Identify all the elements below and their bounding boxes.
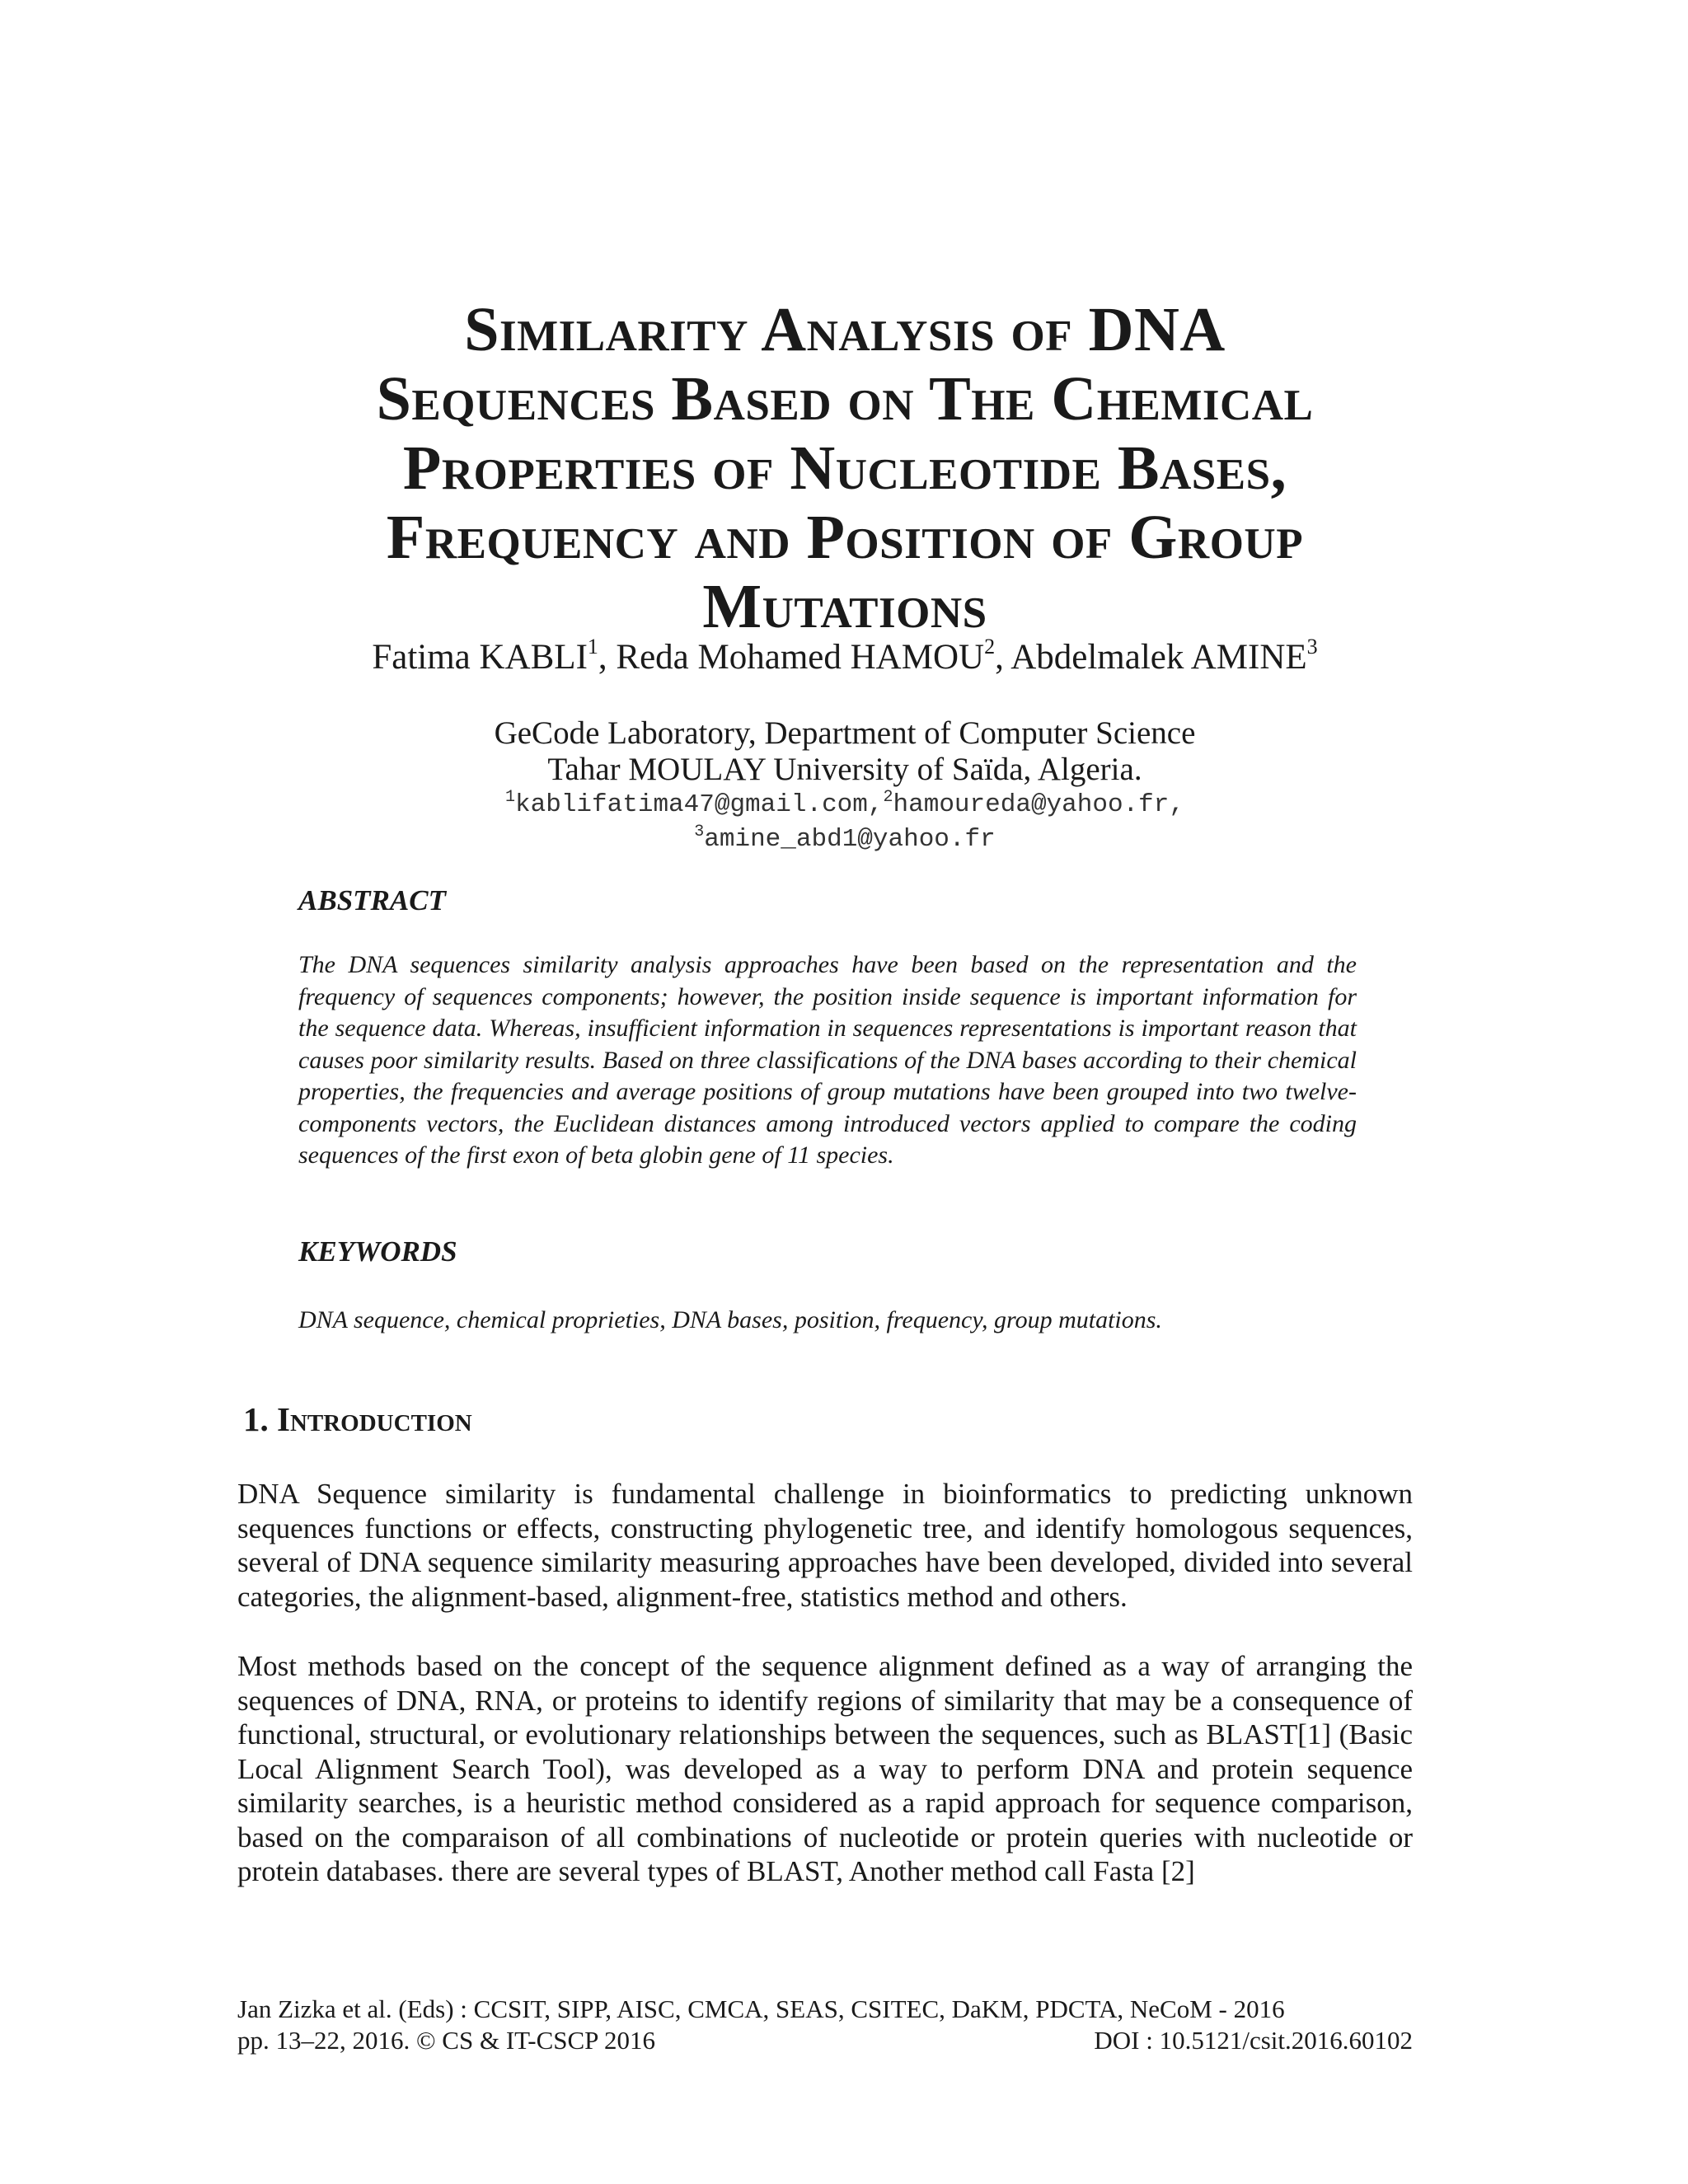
author-emails — [214, 788, 1475, 857]
author-name: Fatima KABLI — [372, 638, 588, 677]
author-affiliation-mark: 1 — [587, 635, 598, 658]
title-line: Mutations — [702, 572, 987, 641]
email-link[interactable]: hamoureda@yahoo.fr, — [893, 790, 1184, 819]
footer-pages-copyright: pp. 13–22, 2016. © CS & IT-CSCP 2016 — [237, 2026, 656, 2055]
email-line — [214, 823, 1475, 857]
keywords-text: DNA sequence, chemical proprieties, DNA bases, position, frequency, group mutations. — [298, 1306, 1162, 1333]
author-list — [214, 633, 1475, 682]
abstract-text: The DNA sequences similarity analysis approaches have been based on the representation and the frequency of sequences components; however, the position inside sequence is important information for the sequence data. Whereas, insufficient information in sequences representations is important reason that causes poor similarity results. Based on three classifications of the DNA bases according to their chemical properties, the frequencies and average positions of group mutations have been grouped into two twelve-components vectors, the Euclidean distances among introduced vectors applied to compare the coding sequences of the first exon of beta globin gene of 11 species. — [298, 951, 1357, 1169]
email-link[interactable]: amine_abd1@yahoo.fr — [704, 825, 996, 854]
paper-title — [214, 295, 1475, 641]
title-line: Sequences Based on The Chemical — [376, 364, 1314, 434]
author-separator: , — [995, 638, 1011, 677]
section-title: Introduction — [277, 1400, 472, 1438]
footer-proceedings: Jan Zizka et al. (Eds) : CCSIT, SIPP, AISC, CMCA, SEAS, CSITEC, DaKM, PDCTA, NeCoM - 2016 — [237, 1994, 1285, 2023]
author-name: Abdelmalek AMINE — [1010, 638, 1307, 677]
email-line — [214, 788, 1475, 823]
affiliation — [214, 715, 1475, 788]
author-affiliation-mark: 3 — [1306, 635, 1318, 658]
body-paragraph: Most methods based on the concept of the sequence alignment defined as a way of arranging the sequences of DNA, RNA, or proteins to identify regions of similarity that may be a consequence of functional, structural, or evolutionary relationships between the sequences, such as BLAST[1] (Basic Local Alignment Search Tool), was developed as a way to perform DNA and protein sequence similarity searches, is a heuristic method considered as a rapid approach for sequence comparison, based on the comparaison of all combinations of nucleotide or protein queries with nucleotide or protein databases. there are several types of BLAST, Another method call Fasta [2] — [237, 1650, 1413, 1887]
title-line: Frequency and Position of Group — [386, 503, 1304, 572]
affiliation-line: GeCode Laboratory, Department of Computer Science — [494, 715, 1196, 751]
affiliation-line: Tahar MOULAY University of Saïda, Algeria. — [547, 752, 1142, 787]
email-mark: 1 — [505, 788, 516, 807]
section-heading-introduction — [243, 1399, 472, 1439]
email-mark: 2 — [883, 788, 893, 807]
footer-doi[interactable]: DOI : 10.5121/csit.2016.60102 — [1094, 2026, 1413, 2055]
email-mark: 3 — [694, 823, 705, 841]
footer-citation — [237, 2025, 1413, 2056]
title-line: Similarity Analysis of DNA — [464, 295, 1226, 364]
keywords-heading: KEYWORDS — [298, 1235, 457, 1268]
author-name: Reda Mohamed HAMOU — [616, 638, 985, 677]
body-paragraph: DNA Sequence similarity is fundamental challenge in bioinformatics to predicting unknown sequences functions or effects, constructing phylogenetic tree, and identify homologous sequences, several of DNA sequence similarity measuring approaches have been developed, divided into several categories, the alignment-based, alignment-free, statistics method and others. — [237, 1478, 1413, 1613]
author-affiliation-mark: 2 — [984, 635, 996, 658]
title-line: Properties of Nucleotide Bases, — [402, 434, 1287, 503]
abstract-heading: ABSTRACT — [298, 884, 446, 916]
email-link[interactable]: kablifatima47@gmail.com, — [515, 790, 884, 819]
author-separator: , — [598, 638, 617, 677]
section-number: 1. — [243, 1400, 277, 1438]
